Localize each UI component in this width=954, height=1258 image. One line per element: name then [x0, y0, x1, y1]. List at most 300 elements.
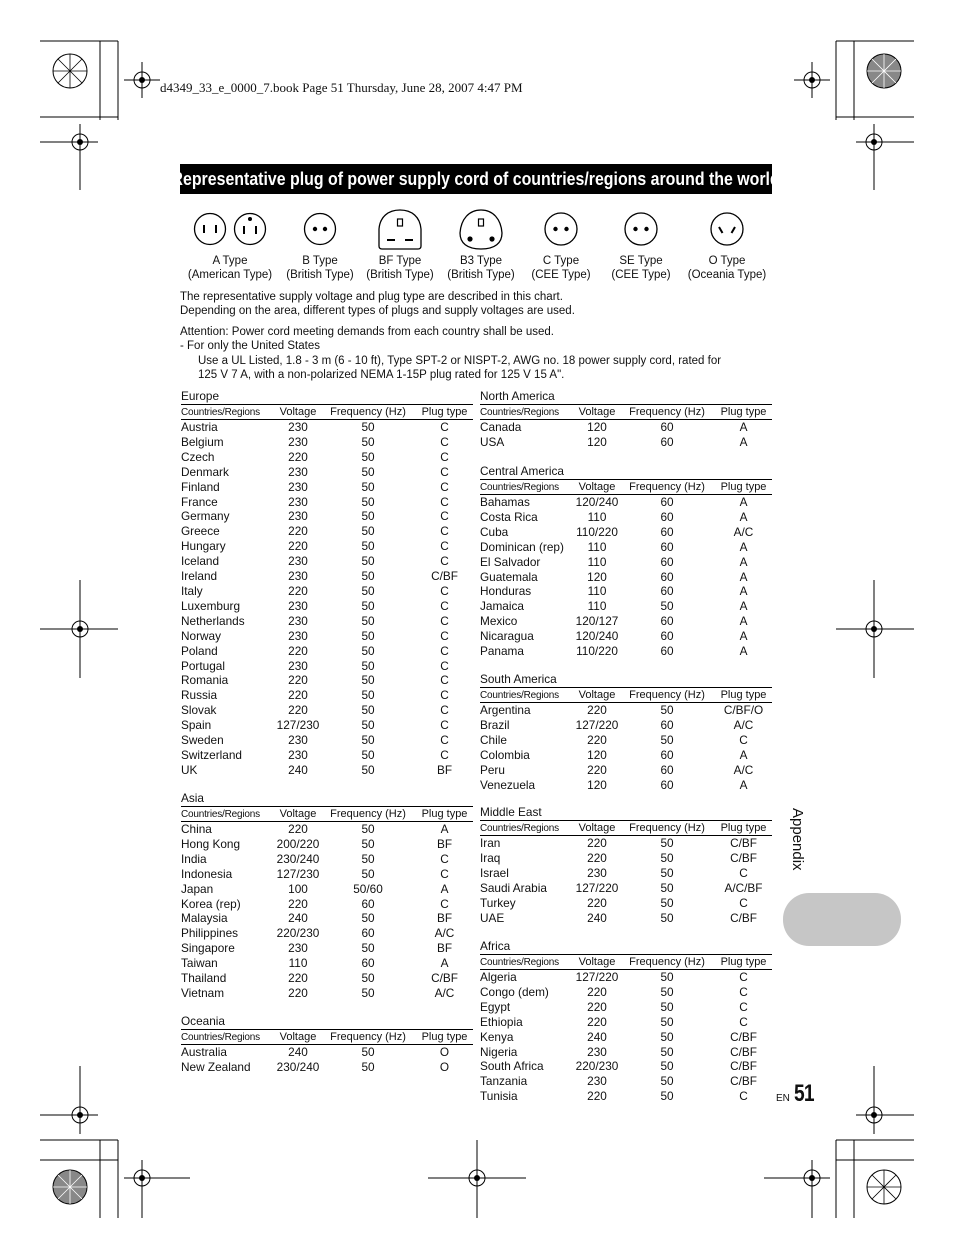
plug-type-label: O Type: [708, 255, 746, 267]
plug-type-cell: C: [739, 732, 748, 747]
voltage-cell: 230: [288, 598, 308, 613]
region-middle-east: [480, 805, 772, 925]
plug-type-cell: BF: [436, 911, 453, 926]
appendix-label-text: Appendix: [789, 808, 806, 871]
table-row: [181, 763, 473, 778]
column-header: Frequency (Hz): [619, 688, 715, 703]
voltage-cell: 230: [288, 464, 308, 479]
region-asia: [181, 791, 473, 1001]
frequency-cell: 50: [361, 583, 375, 598]
plug-a-two-prong-icon: [193, 211, 227, 247]
table-row: [181, 882, 473, 897]
column-header: Voltage: [575, 821, 619, 836]
column-header: Frequency (Hz): [619, 480, 715, 495]
frequency-cell: 50: [361, 718, 375, 733]
plug-type-cell: C: [440, 613, 449, 628]
frequency-cell: 50: [361, 836, 375, 851]
country-cell: Norway: [181, 628, 221, 643]
frequency-cell: 50: [660, 1089, 674, 1104]
us-only-note: - For only the United States: [180, 340, 320, 352]
frequency-cell: 60: [361, 956, 375, 971]
country-cell: El Salvador: [480, 554, 541, 569]
frequency-cell: 60: [660, 762, 674, 777]
country-cell: South Africa: [480, 1059, 544, 1074]
country-cell: Taiwan: [181, 956, 218, 971]
country-cell: Spain: [181, 718, 212, 733]
plug-types-row: [180, 204, 772, 288]
voltage-cell: 240: [587, 1029, 607, 1044]
country-cell: Tunisia: [480, 1089, 518, 1104]
frequency-cell: 60: [660, 420, 674, 434]
page-number-value: 51: [794, 1080, 815, 1107]
voltage-cell: 230: [288, 509, 308, 524]
voltage-cell: 220: [587, 703, 607, 717]
table-row: [181, 971, 473, 986]
plug-type-cell: A: [739, 509, 748, 524]
voltage-cell: 230: [288, 628, 308, 643]
plug-type-cell: A: [440, 956, 449, 971]
region-north-america: [480, 389, 772, 450]
plug-type-cell: A: [739, 599, 748, 614]
plug-type-cell: A: [739, 495, 748, 509]
region-south-america: [480, 672, 772, 792]
column-header: Countries/Regions: [480, 480, 575, 495]
table-row: [480, 629, 772, 644]
frequency-cell: 50: [660, 703, 674, 717]
frequency-cell: 60: [660, 524, 674, 539]
country-cell: Congo (dem): [480, 984, 549, 999]
plug-type-cell: A/C: [434, 926, 455, 941]
plug-b-icon: [303, 211, 337, 247]
plug-type-cell: O: [439, 1059, 450, 1074]
voltage-cell: 220: [587, 984, 607, 999]
voltage-cell: 220: [288, 896, 308, 911]
country-cell: Iceland: [181, 554, 220, 569]
table-row: [480, 763, 772, 778]
country-cell: Nigeria: [480, 1044, 518, 1059]
voltage-cell: 220: [587, 762, 607, 777]
voltage-cell: 230: [288, 479, 308, 494]
plug-type-cell: C: [440, 464, 449, 479]
plug-type-cell: C: [739, 895, 748, 910]
plug-type-cell: C: [440, 449, 449, 464]
us-detail-line-2: 125 V 7 A, with a non-polarized NEMA 1-15P plug rated for 125 V 15 A".: [198, 369, 565, 381]
region-title: Europe: [181, 389, 220, 403]
us-detail-line-1: Use a UL Listed, 1.8 - 3 m (6 - 10 ft), Type SPT-2 or NISPT-2, AWG no. 18 power supply cord, rated for: [198, 355, 722, 367]
frequency-cell: 50: [361, 1059, 375, 1074]
region-oceania: [181, 1014, 473, 1075]
country-cell: Malaysia: [181, 911, 228, 926]
voltage-cell: 120/127: [575, 614, 619, 629]
frequency-cell: 60: [660, 717, 674, 732]
voltage-cell: 220: [587, 1014, 607, 1029]
column-header: Plug type: [715, 821, 772, 836]
frequency-cell: 50: [361, 851, 375, 866]
table-row: [181, 852, 473, 867]
frequency-cell: 50: [361, 509, 375, 524]
plug-type-cell: A: [739, 629, 748, 644]
frequency-cell: 60: [660, 569, 674, 584]
voltage-cell: 220: [288, 643, 308, 658]
plug-type-cell: C: [440, 747, 449, 762]
column-header: Voltage: [575, 688, 619, 703]
column-header: Voltage: [575, 955, 619, 970]
country-cell: Russia: [181, 688, 218, 703]
frequency-cell: 50: [660, 1044, 674, 1059]
frequency-cell: 50: [660, 732, 674, 747]
table-row: [480, 881, 772, 896]
voltage-cell: 110: [587, 539, 607, 554]
table-row: [181, 480, 473, 495]
plug-type-cell: C: [739, 1089, 748, 1104]
voltage-cell: 220: [587, 732, 607, 747]
table-row: [480, 540, 772, 555]
column-header: Frequency (Hz): [320, 807, 416, 822]
voltage-cell: 240: [587, 910, 607, 925]
plug-type-desc: (British Type): [447, 269, 515, 281]
frequency-cell: 50: [361, 420, 375, 434]
country-cell: UK: [181, 762, 198, 777]
voltage-cell: 220/230: [575, 1059, 619, 1074]
country-cell: New Zealand: [181, 1059, 251, 1074]
voltage-cell: 240: [288, 1045, 308, 1059]
frequency-cell: 50: [361, 524, 375, 539]
plug-type-desc: (British Type): [366, 269, 434, 281]
frequency-cell: 50: [361, 688, 375, 703]
country-cell: Ethiopia: [480, 1014, 523, 1029]
voltage-cell: 110: [587, 599, 607, 614]
plug-type-cell: C: [440, 718, 449, 733]
frequency-cell: 60: [660, 747, 674, 762]
country-cell: Canada: [480, 420, 522, 434]
power-spec-table: [480, 820, 772, 925]
plug-type-c: [522, 204, 600, 282]
voltage-cell: 220: [288, 539, 308, 554]
column-header: Frequency (Hz): [320, 405, 416, 420]
voltage-cell: 127/220: [575, 880, 619, 895]
section-title-bar: [171, 164, 781, 194]
voltage-cell: 110: [288, 956, 308, 971]
frequency-cell: 50: [660, 880, 674, 895]
voltage-cell: 120: [587, 777, 607, 792]
country-cell: Thailand: [181, 971, 227, 986]
table-row: [480, 495, 772, 510]
plug-o-icon: [709, 211, 745, 247]
country-cell: Switzerland: [181, 747, 242, 762]
table-row: [181, 897, 473, 912]
frequency-cell: 50: [361, 673, 375, 688]
frequency-cell: 50: [660, 1014, 674, 1029]
frequency-cell: 50/60: [353, 881, 383, 896]
frequency-cell: 50: [660, 599, 674, 614]
frequency-cell: 50: [361, 1045, 375, 1059]
country-cell: China: [181, 822, 212, 836]
country-cell: Hungary: [181, 539, 226, 554]
plug-type-cell: C/BF: [431, 569, 458, 584]
voltage-cell: 220: [288, 688, 308, 703]
country-cell: Korea (rep): [181, 896, 241, 911]
country-cell: Netherlands: [181, 613, 245, 628]
voltage-cell: 220: [288, 583, 308, 598]
country-cell: Japan: [181, 881, 214, 896]
table-row: [480, 1045, 772, 1060]
country-cell: Iraq: [480, 850, 501, 865]
column-header: Plug type: [416, 405, 473, 420]
plug-type-cell: BF: [436, 762, 453, 777]
table-row: [480, 435, 772, 450]
column-header: Plug type: [715, 480, 772, 495]
frequency-cell: 50: [361, 539, 375, 554]
plug-type-cell: A: [739, 569, 748, 584]
column-header: Voltage: [276, 1030, 320, 1045]
column-header: Plug type: [715, 688, 772, 703]
voltage-cell: 220: [587, 836, 607, 850]
plug-type-cell: A: [440, 822, 449, 836]
plug-type-cell: A/C/BF: [724, 880, 763, 895]
plug-type-cell: C: [440, 509, 449, 524]
table-row: [480, 985, 772, 1000]
region-title: South America: [480, 672, 557, 686]
power-spec-table: [480, 687, 772, 792]
frequency-cell: 50: [660, 999, 674, 1014]
frequency-cell: 50: [361, 434, 375, 449]
frequency-cell: 50: [361, 971, 375, 986]
frequency-cell: 60: [660, 509, 674, 524]
book-info-header: d4349_33_e_0000_7.book Page 51 Thursday, June 28, 2007 4:47 PM: [160, 80, 523, 95]
plug-type-cell: A: [739, 747, 748, 762]
table-row: [480, 570, 772, 585]
voltage-cell: 120/240: [575, 629, 619, 644]
table-row: [181, 495, 473, 510]
plug-type-cell: O: [439, 1045, 450, 1059]
plug-type-cell: BF: [436, 941, 453, 956]
plug-type-cell: C/BF/O: [723, 703, 764, 717]
voltage-cell: 230: [288, 613, 308, 628]
region-title: Oceania: [181, 1014, 225, 1028]
table-row: [181, 524, 473, 539]
table-row: [480, 836, 772, 851]
country-cell: Singapore: [181, 941, 235, 956]
table-row: [480, 644, 772, 659]
frequency-cell: 50: [361, 449, 375, 464]
voltage-cell: 127/230: [276, 866, 320, 881]
voltage-cell: 230: [288, 747, 308, 762]
plug-type-cell: C: [739, 865, 748, 880]
country-cell: Bahamas: [480, 495, 530, 509]
plug-type-cell: C: [440, 434, 449, 449]
country-cell: Saudi Arabia: [480, 880, 547, 895]
voltage-cell: 220: [288, 985, 308, 1000]
chapter-tab: [783, 893, 901, 946]
table-row: [181, 941, 473, 956]
attention-note: Attention: Power cord meeting demands from each country shall be used.: [180, 326, 554, 338]
plug-type-cell: A: [739, 614, 748, 629]
region-title: Africa: [480, 939, 511, 953]
region-title: Asia: [181, 791, 204, 805]
plug-type-cell: C: [440, 420, 449, 434]
country-cell: Argentina: [480, 703, 531, 717]
country-cell: Chile: [480, 732, 507, 747]
voltage-cell: 230/240: [276, 851, 320, 866]
table-row: [480, 1089, 772, 1104]
table-row: [181, 718, 473, 733]
voltage-cell: 220: [587, 999, 607, 1014]
country-cell: Slovak: [181, 703, 217, 718]
country-cell: Honduras: [480, 584, 532, 599]
frequency-cell: 50: [361, 985, 375, 1000]
plug-type-cell: C: [440, 896, 449, 911]
table-row: [480, 851, 772, 866]
table-row: [181, 703, 473, 718]
voltage-cell: 230: [288, 658, 308, 673]
table-row: [181, 1060, 473, 1075]
plug-type-desc: (CEE Type): [611, 269, 671, 281]
frequency-cell: 50: [361, 598, 375, 613]
plug-type-cell: A: [739, 434, 748, 449]
plug-type-label: B Type: [302, 255, 338, 267]
voltage-cell: 230: [288, 733, 308, 748]
plug-type-cell: A: [739, 539, 748, 554]
table-row: [181, 986, 473, 1001]
plug-type-desc: (American Type): [187, 269, 273, 281]
frequency-cell: 50: [361, 911, 375, 926]
frequency-cell: 50: [361, 822, 375, 836]
frequency-cell: 60: [660, 644, 674, 659]
plug-type-label: BF Type: [378, 255, 422, 267]
frequency-cell: 50: [660, 836, 674, 850]
plug-type-cell: C/BF: [730, 1059, 757, 1074]
frequency-cell: 50: [660, 970, 674, 984]
voltage-cell: 120: [587, 747, 607, 762]
plug-type-cell: C/BF: [431, 971, 458, 986]
plug-type-desc: (Oceania Type): [687, 269, 767, 281]
plug-type-cell: C: [440, 673, 449, 688]
table-row: [480, 510, 772, 525]
column-header: Countries/Regions: [181, 807, 276, 822]
plug-c-icon: [543, 211, 579, 247]
plug-type-cell: BF: [436, 836, 453, 851]
frequency-cell: 50: [660, 850, 674, 865]
country-cell: Romania: [181, 673, 229, 688]
country-cell: Peru: [480, 762, 505, 777]
table-row: [181, 748, 473, 763]
table-row: [480, 614, 772, 629]
table-row: [181, 539, 473, 554]
country-cell: Italy: [181, 583, 203, 598]
table-row: [480, 1015, 772, 1030]
frequency-cell: 60: [660, 629, 674, 644]
country-cell: Israel: [480, 865, 509, 880]
voltage-cell: 230: [288, 494, 308, 509]
country-cell: India: [181, 851, 207, 866]
plug-se-icon: [623, 211, 659, 247]
region-central-america: [480, 464, 772, 659]
voltage-cell: 127/220: [575, 717, 619, 732]
voltage-cell: 120/240: [575, 495, 619, 509]
table-row: [181, 956, 473, 971]
frequency-cell: 50: [361, 703, 375, 718]
country-cell: Germany: [181, 509, 230, 524]
voltage-cell: 120: [587, 569, 607, 584]
country-cell: Venezuela: [480, 777, 536, 792]
plug-type-cell: C: [440, 733, 449, 748]
frequency-cell: 50: [361, 733, 375, 748]
plug-type-label: SE Type: [619, 255, 663, 267]
country-cell: Nicaragua: [480, 629, 534, 644]
country-cell: Vietnam: [181, 985, 225, 1000]
table-row: [181, 509, 473, 524]
table-row: [181, 733, 473, 748]
column-header: Countries/Regions: [480, 405, 575, 420]
plug-type-se: [600, 204, 682, 282]
table-row: [181, 1045, 473, 1060]
plug-type-cell: C/BF: [730, 1029, 757, 1044]
plug-type-cell: C: [440, 598, 449, 613]
plug-type-cell: C: [440, 524, 449, 539]
plug-type-cell: A/C: [733, 524, 754, 539]
plug-type-desc: (CEE Type): [531, 269, 591, 281]
plug-type-cell: C: [440, 866, 449, 881]
frequency-cell: 50: [361, 569, 375, 584]
table-row: [181, 837, 473, 852]
frequency-cell: 60: [660, 777, 674, 792]
table-row: [480, 599, 772, 614]
table-row: [480, 970, 772, 985]
table-row: [181, 450, 473, 465]
power-spec-table: [181, 1029, 473, 1075]
table-row: [181, 659, 473, 674]
table-row: [480, 778, 772, 793]
table-row: [181, 569, 473, 584]
plug-type-cell: A: [739, 420, 748, 434]
column-header: Frequency (Hz): [619, 405, 715, 420]
country-cell: Greece: [181, 524, 220, 539]
frequency-cell: 50: [361, 464, 375, 479]
country-cell: Czech: [181, 449, 215, 464]
voltage-cell: 120: [587, 420, 607, 434]
plug-type-cell: C: [440, 479, 449, 494]
plug-type-cell: A/C: [434, 985, 455, 1000]
power-spec-table: [480, 404, 772, 450]
country-cell: Panama: [480, 644, 524, 659]
language-code: EN: [776, 1093, 790, 1104]
voltage-cell: 230: [288, 420, 308, 434]
frequency-cell: 60: [660, 539, 674, 554]
voltage-cell: 220: [587, 1089, 607, 1104]
intro-line-2: Depending on the area, different types of plugs and supply voltages are used.: [180, 305, 575, 317]
plug-type-cell: C: [440, 688, 449, 703]
country-cell: Indonesia: [181, 866, 233, 881]
table-row: [181, 911, 473, 926]
region-title: Middle East: [480, 805, 542, 819]
table-row: [480, 911, 772, 926]
plug-type-a: [180, 204, 280, 282]
plug-type-cell: C: [440, 554, 449, 569]
column-header: Frequency (Hz): [619, 955, 715, 970]
country-cell: Hong Kong: [181, 836, 241, 851]
column-header: Plug type: [416, 1030, 473, 1045]
table-row: [181, 584, 473, 599]
voltage-cell: 120: [587, 434, 607, 449]
region-title: Central America: [480, 464, 564, 478]
frequency-cell: 60: [660, 584, 674, 599]
voltage-cell: 220: [288, 673, 308, 688]
country-cell: Portugal: [181, 658, 225, 673]
table-row: [181, 926, 473, 941]
table-row: [480, 1030, 772, 1045]
voltage-cell: 110: [587, 584, 607, 599]
table-row: [480, 896, 772, 911]
